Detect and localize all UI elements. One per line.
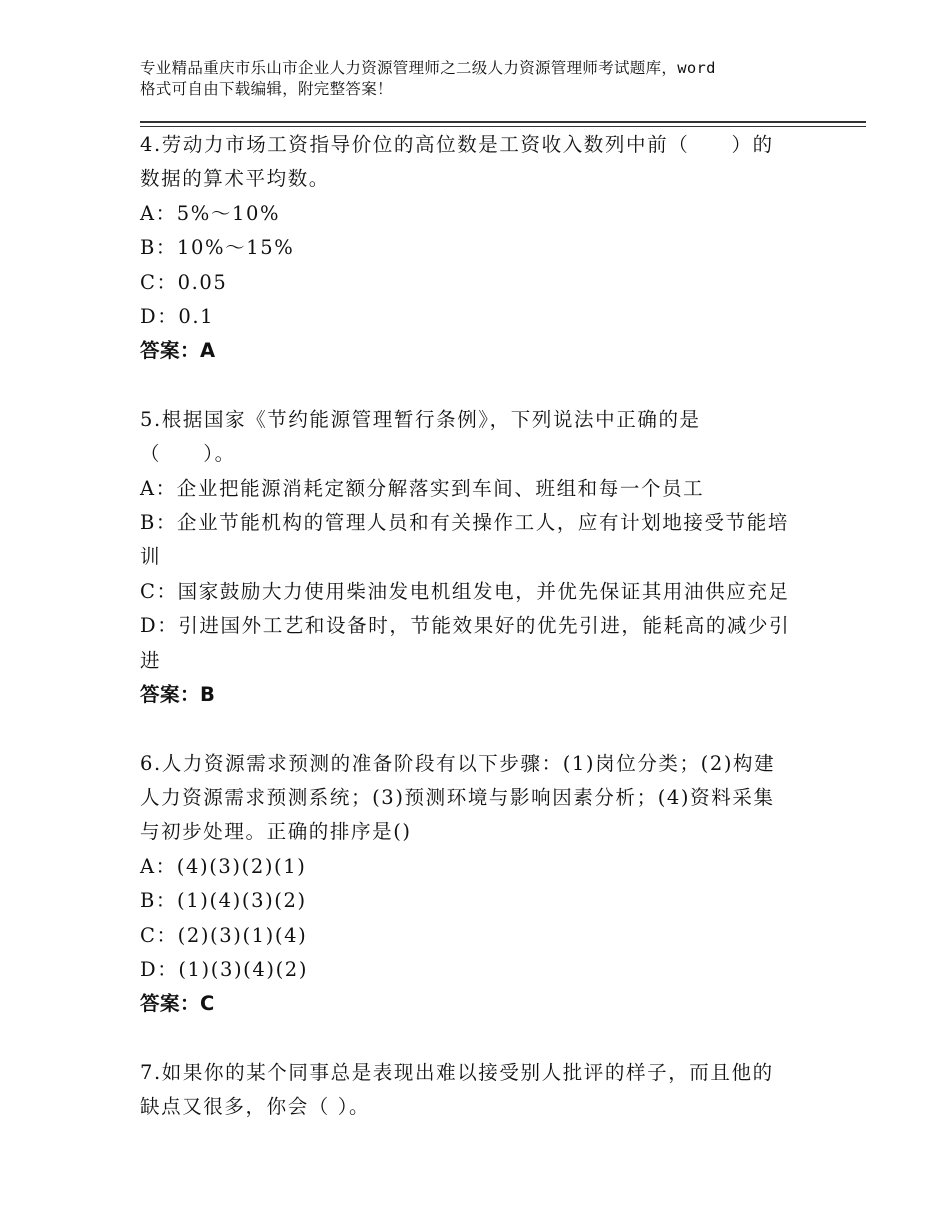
question-7 bbox=[140, 1056, 810, 1125]
question-5 bbox=[140, 403, 810, 713]
question-stem-line: （ ）。 bbox=[140, 442, 236, 466]
question-stem-line: 缺点又很多，你会（ ）。 bbox=[140, 1095, 371, 1119]
question-spacer bbox=[140, 369, 810, 403]
header-line-2: 格式可自由下载编辑，附完整答案！ bbox=[140, 80, 393, 98]
question-spacer bbox=[140, 713, 810, 747]
answer-label: 答案：C bbox=[140, 992, 215, 1016]
question-stem-line: 数据的算术平均数。 bbox=[140, 167, 330, 191]
option-c: C：(2)(3)(1)(4) bbox=[140, 923, 308, 947]
option-d: D：0.1 bbox=[140, 305, 215, 329]
option-b-continued: 训 bbox=[140, 545, 162, 569]
option-d: D：(1)(3)(4)(2) bbox=[140, 957, 309, 981]
question-stem-line: 7.如果你的某个同事总是表现出难以接受别人批评的样子，而且他的 bbox=[140, 1060, 774, 1084]
header-rule-thick bbox=[140, 121, 866, 123]
answer-label: 答案：A bbox=[140, 339, 216, 363]
question-stem-line: 人力资源需求预测系统；(3)预测环境与影响因素分析；(4)资料采集 bbox=[140, 785, 775, 809]
option-a: A：(4)(3)(2)(1) bbox=[140, 854, 307, 878]
document-header bbox=[140, 58, 820, 100]
option-b: B：企业节能机构的管理人员和有关操作工人，应有计划地接受节能培 bbox=[140, 511, 789, 535]
option-a: A：5%～10% bbox=[140, 201, 281, 225]
header-line-1: 专业精品重庆市乐山市企业人力资源管理师之二级人力资源管理师考试题库，word bbox=[140, 59, 716, 77]
question-stem-line: 6.人力资源需求预测的准备阶段有以下步骤：(1)岗位分类；(2)构建 bbox=[140, 751, 776, 775]
question-stem-line: 5.根据国家《节约能源管理暂行条例》，下列说法中正确的是 bbox=[140, 407, 701, 431]
question-list bbox=[140, 128, 810, 1125]
header-rule-thin bbox=[140, 126, 866, 127]
question-stem-line: 与初步处理。正确的排序是() bbox=[140, 820, 412, 844]
question-4 bbox=[140, 128, 810, 369]
question-stem-line: 4.劳动力市场工资指导价位的高位数是工资收入数列中前（ ）的 bbox=[140, 133, 774, 156]
option-b: B：10%～15% bbox=[140, 236, 295, 260]
option-c: C：国家鼓励大力使用柴油发电机组发电，并优先保证其用油供应充足 bbox=[140, 579, 790, 603]
option-d-continued: 进 bbox=[140, 648, 162, 672]
question-6 bbox=[140, 747, 810, 1022]
question-spacer bbox=[140, 1022, 810, 1056]
option-b: B：(1)(4)(3)(2) bbox=[140, 889, 307, 913]
option-a: A：企业把能源消耗定额分解落实到车间、班组和每一个员工 bbox=[140, 476, 705, 500]
option-c: C：0.05 bbox=[140, 270, 228, 294]
answer-label: 答案：B bbox=[140, 683, 216, 707]
option-d: D：引进国外工艺和设备时，节能效果好的优先引进，能耗高的减少引 bbox=[140, 614, 791, 638]
